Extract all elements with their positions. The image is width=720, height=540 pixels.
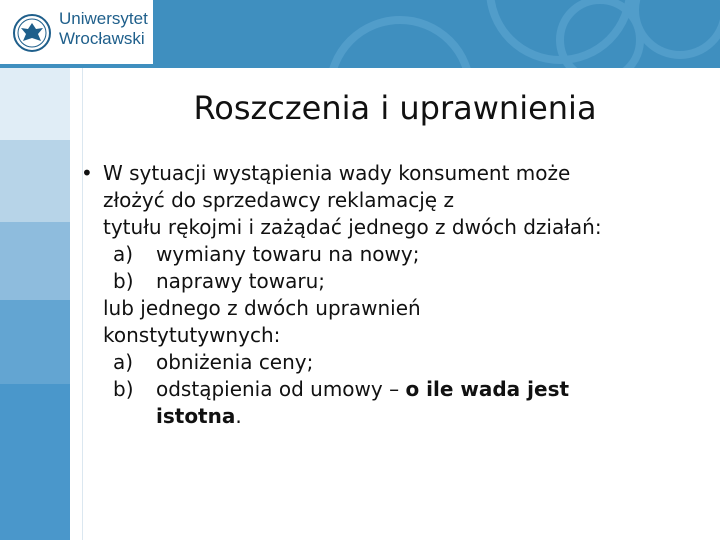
logo-line1: Uniwersytet [59,9,148,28]
eagle-emblem-icon [12,13,52,53]
header-band [0,0,720,68]
slide-content [81,160,713,430]
list-marker: b) [113,269,134,293]
logo-line2: Wrocławski [59,29,145,48]
slide-title: Roszczenia i uprawnienia [193,89,597,127]
left-band-1 [0,68,70,140]
bullet-icon: • [81,161,93,185]
left-band-5 [0,384,70,540]
list-marker: a) [113,242,134,266]
left-band-4 [0,300,70,384]
text-line: lub jednego z dwóch uprawnień [103,296,421,320]
list-item [103,349,713,376]
emphasis-text: o ile wada jest [405,377,570,401]
text-line: W sytuacji wystąpienia wady konsument może [103,161,571,185]
logo[interactable] [0,0,153,64]
logo-text [59,9,148,49]
list-item [103,241,713,268]
list-item-text: naprawy towaru; [156,269,325,293]
list-item-text: odstąpienia od umowy – [156,377,406,401]
list-item [103,268,713,295]
text-line: konstytutywnych: [103,323,281,347]
list-marker: b) [113,377,134,401]
text-line: złożyć do sprzedawcy reklamację z [103,188,454,212]
text-line: tytułu rękojmi i zażądać jednego z dwóch działań: [103,215,602,239]
punctuation: . [235,404,242,428]
list-item [103,376,713,403]
list-item-text: wymiany towaru na nowy; [156,242,420,266]
left-band-3 [0,222,70,300]
bullet-line-1 [81,160,713,187]
emphasis-text: istotna [156,404,236,428]
left-band-2 [0,140,70,222]
list-item-text: obniżenia ceny; [156,350,314,374]
list-item-continuation [103,403,713,430]
divider-line [82,68,83,540]
list-marker: a) [113,350,134,374]
